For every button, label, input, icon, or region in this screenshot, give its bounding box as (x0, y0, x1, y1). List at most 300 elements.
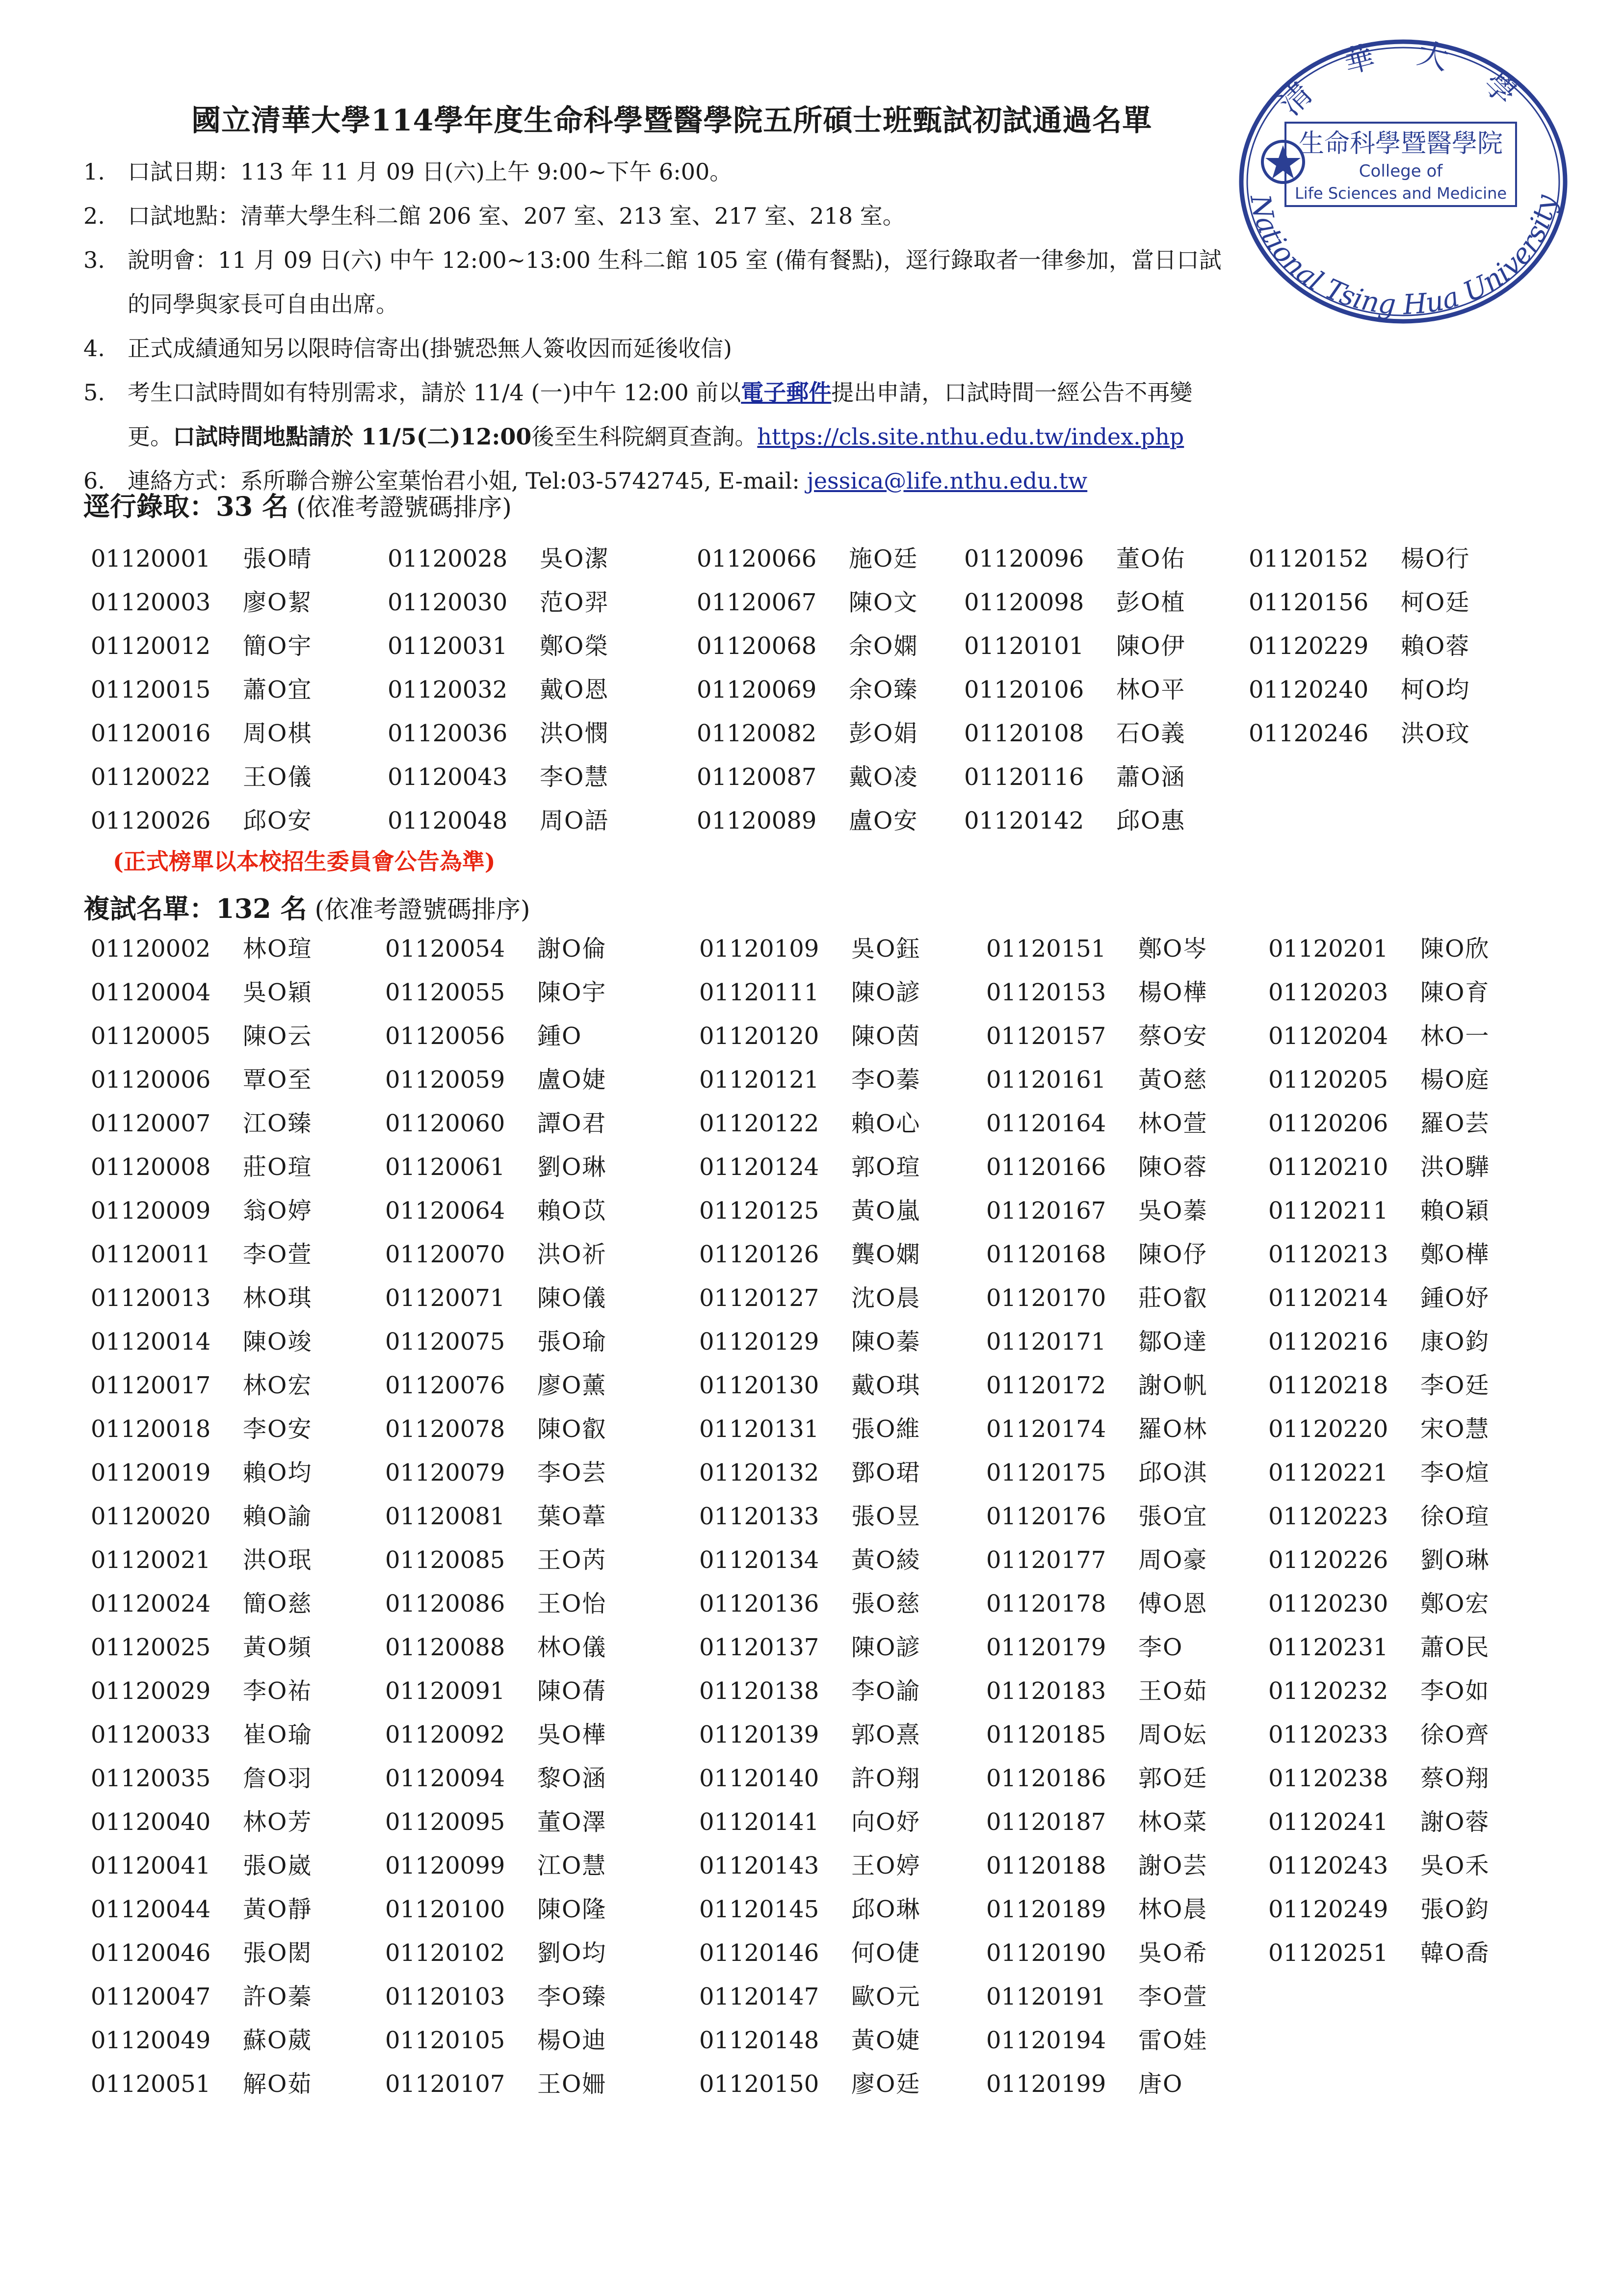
candidate-row (91, 1757, 312, 1800)
candidate-row (91, 1015, 312, 1058)
candidate-id: 01120164 (986, 1110, 1106, 1137)
candidate-name: 徐O齊 (1420, 1721, 1490, 1748)
candidate-row (91, 1539, 312, 1582)
candidate-id: 01120168 (986, 1241, 1106, 1268)
candidate-row (91, 712, 312, 756)
candidate-name: 李O芸 (537, 1459, 607, 1487)
note-text: 考生口試時間如有特別需求，請於 11/4 (一)中午 12:00 前以 (128, 379, 741, 406)
candidate-id: 01120137 (699, 1634, 819, 1661)
admission-column-2 (388, 537, 609, 843)
candidate-name: 鄧O珺 (851, 1459, 921, 1487)
candidate-name: 廖O廷 (851, 2070, 921, 2098)
candidate-name: 李O安 (243, 1415, 313, 1443)
candidate-row (385, 1495, 606, 1539)
candidate-name: 周O棋 (243, 720, 313, 747)
candidate-name: 邱O惠 (1116, 807, 1186, 835)
candidate-name: 許O蓁 (243, 1983, 313, 2010)
candidate-row (91, 1582, 312, 1626)
candidate-row (385, 1015, 606, 1058)
candidate-row (986, 1058, 1207, 1102)
candidate-name: 康O鈞 (1420, 1328, 1490, 1356)
candidate-row (986, 1015, 1207, 1058)
candidate-id: 01120003 (91, 589, 211, 616)
seal-line-3: Life Sciences and Medicine (1294, 184, 1507, 203)
interview-column-5 (1268, 927, 1490, 1975)
candidate-id: 01120210 (1268, 1153, 1388, 1181)
candidate-id: 01120251 (1268, 1939, 1388, 1967)
candidate-id: 01120140 (699, 1765, 819, 1792)
candidate-id: 01120206 (1268, 1110, 1388, 1137)
candidate-name: 傅O恩 (1138, 1590, 1208, 1618)
candidate-id: 01120040 (91, 1808, 211, 1836)
candidate-name: 吳O穎 (243, 979, 313, 1006)
candidate-row (699, 1364, 920, 1408)
candidate-row (388, 756, 609, 799)
candidate-name: 施O廷 (849, 545, 918, 573)
note-text: 提出申請，口試時間一經公告不再變 (831, 379, 1193, 406)
candidate-row (91, 2019, 312, 2062)
candidate-row (91, 2062, 312, 2106)
candidate-row (385, 1975, 606, 2019)
candidate-id: 01120141 (699, 1808, 819, 1836)
candidate-name: 郭O熹 (851, 1721, 921, 1748)
candidate-name: 翁O婷 (243, 1197, 313, 1225)
candidate-id: 01120240 (1249, 676, 1369, 704)
candidate-id: 01120043 (388, 763, 508, 791)
candidate-id: 01120095 (385, 1808, 505, 1836)
candidate-name: 張O維 (851, 1415, 921, 1443)
candidate-name: 唐O (1138, 2070, 1183, 2098)
candidate-name: 陳O竣 (243, 1328, 313, 1356)
candidate-id: 01120204 (1268, 1022, 1388, 1050)
section-heading-interview-list (83, 888, 530, 926)
candidate-id: 01120133 (699, 1503, 819, 1530)
candidate-id: 01120175 (986, 1459, 1106, 1487)
candidate-name: 羅O芸 (1420, 1110, 1490, 1137)
candidate-name: 柯O均 (1401, 676, 1470, 704)
candidate-row (91, 1844, 312, 1888)
candidate-name: 石O義 (1116, 720, 1186, 747)
candidate-id: 01120150 (699, 2070, 819, 2098)
section-sub: (依准考證號碼排序) (296, 493, 512, 522)
candidate-id: 01120187 (986, 1808, 1106, 1836)
candidate-row (91, 1713, 312, 1757)
candidate-name: 李O廷 (1420, 1372, 1490, 1399)
candidate-row (385, 1757, 606, 1800)
candidate-id: 01120032 (388, 676, 508, 704)
candidate-id: 01120220 (1268, 1415, 1388, 1443)
note-text: 口試地點：清華大學生科二館 206 室、207 室、213 室、217 室、218 室。 (128, 203, 905, 229)
candidate-id: 01120122 (699, 1110, 819, 1137)
candidate-id: 01120075 (385, 1328, 505, 1356)
candidate-name: 莊O瑄 (243, 1153, 313, 1181)
candidate-id: 01120094 (385, 1765, 505, 1792)
candidate-row (91, 581, 312, 625)
candidate-row (986, 1888, 1207, 1931)
note-text: 連絡方式：系所聯合辦公室葉怡君小姐, Tel:03-5742745, E-mail: (128, 468, 807, 494)
candidate-id: 01120108 (964, 720, 1084, 747)
candidate-row (986, 1931, 1207, 1975)
candidate-id: 01120176 (986, 1503, 1106, 1530)
candidate-row (1249, 668, 1470, 712)
candidate-id: 01120033 (91, 1721, 211, 1748)
candidate-row (699, 1844, 920, 1888)
candidate-name: 葉O葦 (537, 1503, 607, 1530)
candidate-name: 邱O安 (243, 807, 313, 835)
candidate-name: 洪O憫 (540, 720, 609, 747)
candidate-name: 李O慧 (540, 763, 609, 791)
candidate-name: 賴O諭 (243, 1503, 313, 1530)
candidate-row (385, 1582, 606, 1626)
candidate-row (699, 1539, 920, 1582)
candidate-id: 01120157 (986, 1022, 1106, 1050)
candidate-row (91, 1888, 312, 1931)
candidate-id: 01120183 (986, 1677, 1106, 1705)
candidate-id: 01120203 (1268, 979, 1388, 1006)
candidate-row (91, 1451, 312, 1495)
candidate-row (385, 1408, 606, 1451)
candidate-name: 鍾O妤 (1420, 1284, 1490, 1312)
candidate-row (385, 2019, 606, 2062)
candidate-name: 黃O嵐 (851, 1197, 921, 1225)
candidate-name: 陳O儀 (537, 1284, 607, 1312)
interview-column-4 (986, 927, 1207, 2106)
candidate-name: 蘇O葳 (243, 2027, 313, 2054)
candidate-row (91, 1975, 312, 2019)
candidate-id: 01120082 (697, 720, 817, 747)
candidate-id: 01120174 (986, 1415, 1106, 1443)
candidate-row (697, 668, 918, 712)
note-item (83, 370, 1536, 459)
candidate-name: 吳O潔 (540, 545, 609, 573)
candidate-name: 蕭O涵 (1116, 763, 1186, 791)
candidate-row (388, 712, 609, 756)
candidate-name: 張O宜 (1138, 1503, 1208, 1530)
candidate-id: 01120005 (91, 1022, 211, 1050)
candidate-row (699, 1670, 920, 1713)
candidate-id: 01120132 (699, 1459, 819, 1487)
candidate-id: 01120126 (699, 1241, 819, 1268)
candidate-name: 邱O琳 (851, 1896, 921, 1923)
interview-column-1 (91, 927, 312, 2106)
candidate-id: 01120067 (697, 589, 817, 616)
candidate-name: 洪O玟 (1401, 720, 1470, 747)
candidate-row (964, 799, 1185, 843)
website-link[interactable]: https://cls.site.nthu.edu.tw/index.php (757, 423, 1184, 450)
official-list-note: (正式榜單以本校招生委員會公告為準) (113, 848, 496, 875)
candidate-id: 01120127 (699, 1284, 819, 1312)
candidate-id: 01120054 (385, 935, 505, 963)
email-link[interactable]: 電子郵件 (741, 379, 832, 406)
candidate-id: 01120138 (699, 1677, 819, 1705)
candidate-id: 01120199 (986, 2070, 1106, 2098)
candidate-id: 01120088 (385, 1634, 505, 1661)
candidate-row (1268, 1713, 1490, 1757)
candidate-name: 張O崴 (243, 1852, 313, 1879)
candidate-row (964, 537, 1185, 581)
candidate-id: 01120189 (986, 1896, 1106, 1923)
candidate-name: 陳O欣 (1420, 935, 1490, 963)
candidate-id: 01120076 (385, 1372, 505, 1399)
section-sub: (依准考證號碼排序) (314, 895, 530, 924)
candidate-name: 解O茹 (243, 2070, 313, 2098)
candidate-row (1268, 1757, 1490, 1800)
candidate-row (699, 1408, 920, 1451)
candidate-name: 徐O瑄 (1420, 1503, 1490, 1530)
document-title: 國立清華大學114學年度生命科學暨醫學院五所碩士班甄試初試通過名單 (191, 104, 1153, 138)
candidate-name: 陳O宇 (537, 979, 607, 1006)
candidate-row (986, 1844, 1207, 1888)
candidate-id: 01120151 (986, 935, 1106, 963)
candidate-row (1268, 927, 1490, 971)
candidate-name: 李O煊 (1420, 1459, 1490, 1487)
seal-top-text: 清 華 大 學 (1272, 35, 1534, 122)
candidate-row (385, 1320, 606, 1364)
candidate-row (91, 1408, 312, 1451)
candidate-row (388, 668, 609, 712)
candidate-id: 01120096 (964, 545, 1084, 573)
candidate-row (699, 2019, 920, 2062)
candidate-row (1268, 1800, 1490, 1844)
candidate-row (385, 2062, 606, 2106)
candidate-row (986, 1757, 1207, 1800)
candidate-row (1268, 1539, 1490, 1582)
candidate-id: 01120035 (91, 1765, 211, 1792)
candidate-id: 01120091 (385, 1677, 505, 1705)
candidate-row (699, 1277, 920, 1320)
note-number: 2. (83, 203, 105, 229)
candidate-name: 鄭O岑 (1138, 935, 1208, 963)
candidate-row (986, 1146, 1207, 1189)
candidate-name: 覃O至 (243, 1066, 313, 1094)
candidate-row (91, 971, 312, 1015)
candidate-id: 01120086 (385, 1590, 505, 1618)
candidate-id: 01120048 (388, 807, 508, 835)
candidate-name: 陳O伃 (1138, 1241, 1208, 1268)
candidate-row (91, 1495, 312, 1539)
notes-list (83, 150, 1536, 503)
candidate-id: 01120121 (699, 1066, 819, 1094)
candidate-name: 陳O云 (243, 1022, 313, 1050)
candidate-name: 劉O琳 (537, 1153, 607, 1181)
candidate-name: 張O慈 (851, 1590, 921, 1618)
candidate-id: 01120249 (1268, 1896, 1388, 1923)
candidate-id: 01120015 (91, 676, 211, 704)
candidate-id: 01120102 (385, 1939, 505, 1967)
candidate-row (697, 581, 918, 625)
candidate-id: 01120044 (91, 1896, 211, 1923)
candidate-name: 陳O諺 (851, 979, 921, 1006)
candidate-id: 01120060 (385, 1110, 505, 1137)
candidate-id: 01120124 (699, 1153, 819, 1181)
candidate-name: 彭O植 (1116, 589, 1186, 616)
candidate-row (385, 1931, 606, 1975)
note-bold-text: 口試時間地點請於 11/5(二)12:00 (173, 423, 532, 450)
candidate-id: 01120022 (91, 763, 211, 791)
candidate-id: 01120185 (986, 1721, 1106, 1748)
candidate-row (986, 1495, 1207, 1539)
candidate-id: 01120011 (91, 1241, 211, 1268)
candidate-row (699, 1102, 920, 1146)
candidate-row (91, 1189, 312, 1233)
candidate-id: 01120153 (986, 979, 1106, 1006)
candidate-id: 01120066 (697, 545, 817, 573)
candidate-name: 陳O育 (1420, 979, 1490, 1006)
candidate-name: 盧O安 (849, 807, 918, 835)
candidate-row (964, 756, 1185, 799)
candidate-id: 01120120 (699, 1022, 819, 1050)
candidate-id: 01120071 (385, 1284, 505, 1312)
candidate-name: 楊O迪 (537, 2027, 607, 2054)
candidate-row (986, 1189, 1207, 1233)
candidate-id: 01120081 (385, 1503, 505, 1530)
candidate-row (699, 1189, 920, 1233)
note-item (83, 150, 1536, 194)
candidate-row (964, 625, 1185, 668)
candidate-id: 01120004 (91, 979, 211, 1006)
candidate-id: 01120107 (385, 2070, 505, 2098)
candidate-name: 黃O綾 (851, 1546, 921, 1574)
candidate-row (699, 971, 920, 1015)
candidate-row (699, 1146, 920, 1189)
candidate-name: 謝O帆 (1138, 1372, 1208, 1399)
candidate-name: 林O晨 (1138, 1896, 1208, 1923)
candidate-name: 賴O穎 (1420, 1197, 1490, 1225)
candidate-id: 01120059 (385, 1066, 505, 1094)
candidate-row (699, 1058, 920, 1102)
candidate-name: 林O琪 (243, 1284, 313, 1312)
candidate-id: 01120079 (385, 1459, 505, 1487)
candidate-row (1268, 1189, 1490, 1233)
candidate-id: 01120103 (385, 1983, 505, 2010)
candidate-name: 李O祐 (243, 1677, 313, 1705)
note-text: 更。 (128, 423, 173, 450)
candidate-id: 01120047 (91, 1983, 211, 2010)
candidate-id: 01120049 (91, 2027, 211, 2054)
candidate-name: 王O姍 (537, 2070, 607, 2098)
candidate-name: 賴O蓉 (1401, 632, 1470, 660)
candidate-name: 劉O琳 (1420, 1546, 1490, 1574)
candidate-name: 吳O樺 (537, 1721, 607, 1748)
candidate-id: 01120233 (1268, 1721, 1388, 1748)
candidate-name: 范O羿 (540, 589, 609, 616)
candidate-name: 黃O婕 (851, 2027, 921, 2054)
candidate-row (385, 1451, 606, 1495)
candidate-row (986, 2062, 1207, 2106)
candidate-name: 廖O薰 (537, 1372, 607, 1399)
candidate-row (385, 1233, 606, 1277)
candidate-name: 崔O瑜 (243, 1721, 313, 1748)
candidate-name: 周O妘 (1138, 1721, 1208, 1748)
contact-email-link[interactable]: jessica@life.nthu.edu.tw (807, 468, 1088, 494)
candidate-name: 吳O蓁 (1138, 1197, 1208, 1225)
candidate-row (91, 1277, 312, 1320)
candidate-name: 龔O嫻 (851, 1241, 921, 1268)
candidate-id: 01120246 (1249, 720, 1369, 747)
candidate-row (986, 971, 1207, 1015)
candidate-id: 01120230 (1268, 1590, 1388, 1618)
candidate-row (385, 1364, 606, 1408)
candidate-row (986, 1320, 1207, 1364)
candidate-id: 01120201 (1268, 935, 1388, 963)
candidate-id: 01120191 (986, 1983, 1106, 2010)
candidate-row (699, 1975, 920, 2019)
candidate-id: 01120099 (385, 1852, 505, 1879)
candidate-id: 01120170 (986, 1284, 1106, 1312)
candidate-name: 戴O凌 (849, 763, 918, 791)
candidate-name: 江O臻 (243, 1110, 313, 1137)
candidate-name: 陳O叡 (537, 1415, 607, 1443)
candidate-row (385, 1800, 606, 1844)
candidate-row (91, 668, 312, 712)
candidate-row (986, 1670, 1207, 1713)
candidate-row (1268, 1058, 1490, 1102)
candidate-id: 01120109 (699, 935, 819, 963)
candidate-name: 張O瑜 (537, 1328, 607, 1356)
admission-column-3 (697, 537, 918, 843)
candidate-name: 吳O鈺 (851, 935, 921, 963)
candidate-name: 黃O靜 (243, 1896, 313, 1923)
candidate-name: 楊O庭 (1420, 1066, 1490, 1094)
candidate-row (91, 1146, 312, 1189)
candidate-id: 01120036 (388, 720, 508, 747)
section-heading-direct-admission (83, 486, 512, 523)
candidate-id: 01120147 (699, 1983, 819, 2010)
candidate-id: 01120061 (385, 1153, 505, 1181)
candidate-name: 李O諭 (851, 1677, 921, 1705)
candidate-id: 01120046 (91, 1939, 211, 1967)
candidate-row (385, 1102, 606, 1146)
candidate-id: 01120078 (385, 1415, 505, 1443)
candidate-name: 李O如 (1420, 1677, 1490, 1705)
candidate-name: 雷O娃 (1138, 2027, 1208, 2054)
candidate-id: 01120214 (1268, 1284, 1388, 1312)
candidate-id: 01120031 (388, 632, 508, 660)
candidate-row (699, 1320, 920, 1364)
candidate-row (385, 1277, 606, 1320)
candidate-row (388, 537, 609, 581)
candidate-row (1268, 1277, 1490, 1320)
candidate-id: 01120156 (1249, 589, 1369, 616)
candidate-name: 黎O涵 (537, 1765, 607, 1792)
candidate-id: 01120139 (699, 1721, 819, 1748)
note-text: 口試日期：113 年 11 月 09 日(六)上午 9:00~下午 6:00。 (128, 158, 733, 185)
candidate-name: 廖O絜 (243, 589, 313, 616)
candidate-row (91, 1102, 312, 1146)
candidate-name: 洪O驊 (1420, 1153, 1490, 1181)
candidate-id: 01120232 (1268, 1677, 1388, 1705)
candidate-row (699, 1451, 920, 1495)
candidate-name: 鄭O宏 (1420, 1590, 1490, 1618)
candidate-name: 彭O娟 (849, 720, 918, 747)
candidate-row (986, 1713, 1207, 1757)
candidate-id: 01120221 (1268, 1459, 1388, 1487)
candidate-row (91, 1320, 312, 1364)
candidate-row (1268, 1495, 1490, 1539)
candidate-id: 01120143 (699, 1852, 819, 1879)
candidate-id: 01120021 (91, 1546, 211, 1574)
candidate-name: 張O閎 (243, 1939, 313, 1967)
candidate-row (385, 971, 606, 1015)
candidate-row (91, 537, 312, 581)
candidate-id: 01120148 (699, 2027, 819, 2054)
candidate-row (385, 1539, 606, 1582)
candidate-name: 黃O慈 (1138, 1066, 1208, 1094)
candidate-name: 周O豪 (1138, 1546, 1208, 1574)
candidate-row (986, 1626, 1207, 1670)
candidate-id: 01120009 (91, 1197, 211, 1225)
candidate-id: 01120134 (699, 1546, 819, 1574)
